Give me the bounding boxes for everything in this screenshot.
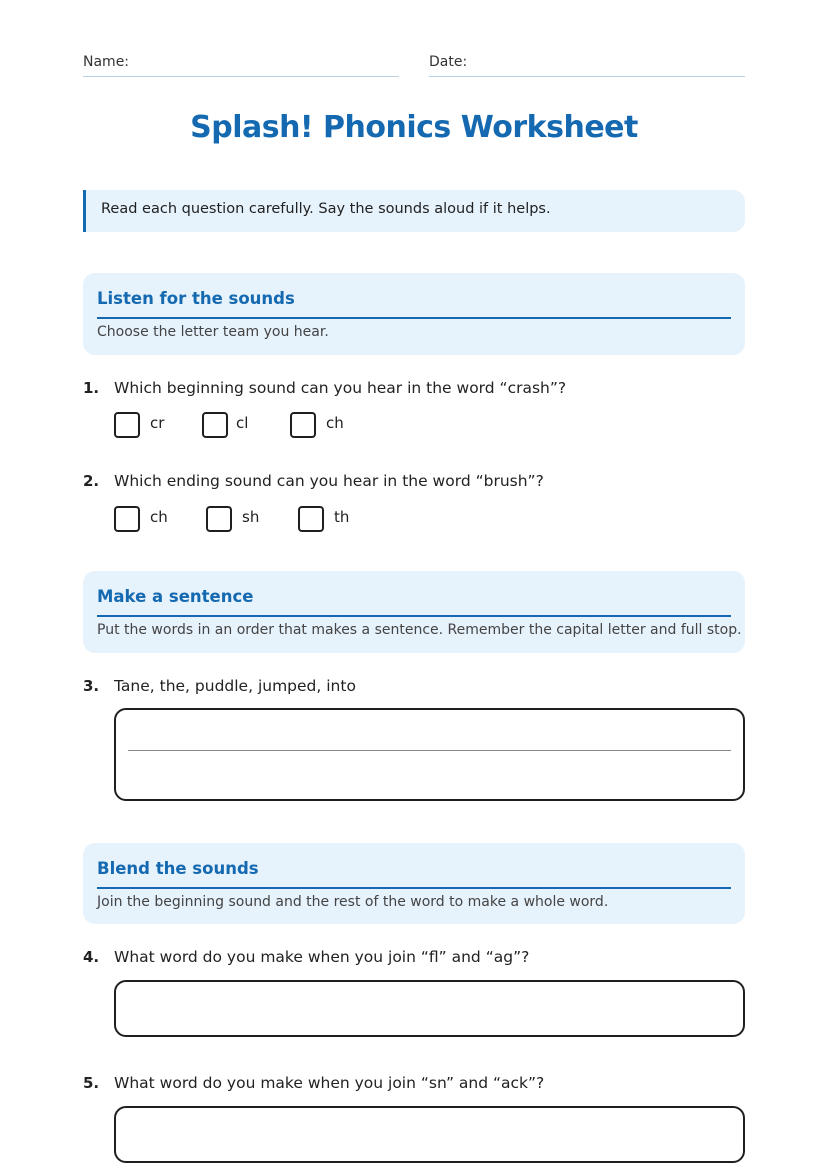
section-title: Blend the sounds <box>97 859 259 878</box>
section-description: Join the beginning sound and the rest of the word to make a whole word. <box>97 894 609 910</box>
question-4 <box>83 948 745 1038</box>
option-label: th <box>334 508 350 526</box>
option-cr[interactable] <box>114 412 184 438</box>
option-label: sh <box>242 508 260 526</box>
section-title: Listen for the sounds <box>97 289 295 308</box>
checkbox[interactable] <box>206 506 232 532</box>
option-th[interactable] <box>298 506 368 532</box>
question-number: 3. <box>83 677 100 695</box>
option-label: cl <box>236 414 249 432</box>
date-field[interactable] <box>429 52 745 77</box>
option-ch[interactable] <box>290 412 360 438</box>
option-label: ch <box>150 508 168 526</box>
option-label: cr <box>150 414 165 432</box>
question-3 <box>83 677 745 801</box>
date-label: Date: <box>429 54 468 70</box>
question-text: What word do you make when you join “sn” and “ack”? <box>114 1074 545 1092</box>
section-description: Put the words in an order that makes a sentence. Remember the capital letter and full stop. <box>97 622 742 638</box>
question-number: 2. <box>83 472 100 490</box>
question-text: Which ending sound can you hear in the word “brush”? <box>114 472 544 490</box>
name-field[interactable] <box>83 52 399 77</box>
option-sh[interactable] <box>206 506 276 532</box>
worksheet-title: Splash! Phonics Worksheet <box>190 110 638 145</box>
question-2 <box>83 472 745 534</box>
writing-line <box>128 750 731 751</box>
section-divider <box>97 887 731 889</box>
question-text: What word do you make when you join “fl” and “ag”? <box>114 948 530 966</box>
answer-box[interactable] <box>114 708 745 801</box>
section-blend <box>83 843 745 924</box>
checkbox[interactable] <box>202 412 228 438</box>
question-number: 1. <box>83 379 100 397</box>
answer-box[interactable] <box>114 1106 745 1163</box>
question-5 <box>83 1074 745 1164</box>
section-listen <box>83 273 745 355</box>
section-divider <box>97 317 731 319</box>
header-fields <box>83 52 745 78</box>
checkbox[interactable] <box>290 412 316 438</box>
option-label: ch <box>326 414 344 432</box>
section-title: Make a sentence <box>97 587 254 606</box>
option-cl[interactable] <box>202 412 272 438</box>
question-number: 4. <box>83 948 100 966</box>
answer-box[interactable] <box>114 980 745 1037</box>
checkbox[interactable] <box>298 506 324 532</box>
section-divider <box>97 615 731 617</box>
checkbox[interactable] <box>114 506 140 532</box>
question-number: 5. <box>83 1074 100 1092</box>
checkbox[interactable] <box>114 412 140 438</box>
intro-text: Read each question carefully. Say the sounds aloud if it helps. <box>101 201 551 217</box>
section-description: Choose the letter team you hear. <box>97 324 329 340</box>
name-label: Name: <box>83 54 130 70</box>
section-sentence <box>83 571 745 653</box>
intro-callout <box>83 190 745 232</box>
question-text: Tane, the, puddle, jumped, into <box>114 677 356 695</box>
question-1 <box>83 379 745 441</box>
option-ch[interactable] <box>114 506 184 532</box>
question-text: Which beginning sound can you hear in the word “crash”? <box>114 379 567 397</box>
